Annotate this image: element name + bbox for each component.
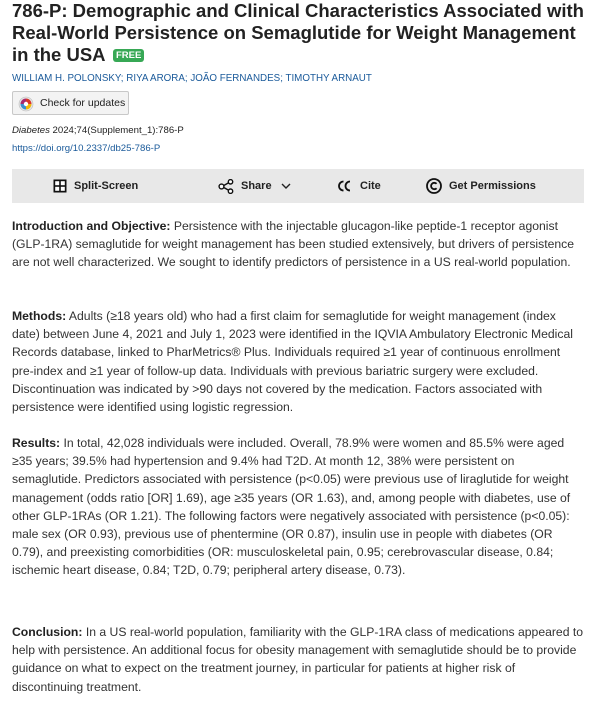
section-heading: Results: (12, 436, 61, 450)
author-separator: ; (184, 73, 188, 84)
author-separator: ; (120, 73, 124, 84)
section-body: In a US real-world population, familiarity with the GLP-1RA class of medications appeared to help with persistence. An additional focus for obesity management with semaglutide should be to provide guidance on what to expect on the treatment journey, in particular for patients at higher risk of discontinuing treatment. (12, 625, 584, 694)
chevron-down-icon (280, 181, 292, 191)
copyright-icon (426, 178, 442, 194)
author-link[interactable]: RIYA ARORA (126, 73, 185, 84)
citation-details: 2024;74(Supplement_1):786-P (52, 125, 184, 136)
section-heading: Conclusion: (12, 625, 83, 639)
section-body: Persistence with the injectable glucagon-like peptide-1 receptor agonist (GLP-1RA) semaglutide for weight management has been studied extensively, but drivers of persistence are not well characterized. We sought to identify predictors of persistence in a US real-world population. (12, 219, 575, 270)
doi-link[interactable]: https://doi.org/10.2337/db25-786-P (12, 143, 161, 154)
title-text: 786-P: Demographic and Clinical Characteristics Associated with Real-World Persistence on Semaglutide for Weight Management in the USA (12, 0, 584, 65)
split-screen-button[interactable] (53, 169, 138, 203)
free-badge: FREE (113, 49, 144, 62)
section-heading: Methods: (12, 309, 67, 323)
cite-button[interactable] (337, 169, 381, 203)
crossmark-icon (18, 96, 34, 115)
author-link[interactable]: WILLIAM H. POLONSKY (12, 73, 121, 84)
split-screen-label: Split-Screen (74, 180, 139, 192)
get-permissions-label: Get Permissions (449, 180, 536, 192)
check-for-updates-button[interactable] (12, 91, 129, 115)
author-link[interactable]: TIMOTHY ARNAUT (285, 73, 372, 84)
article-title (12, 0, 586, 66)
share-label: Share (241, 180, 272, 192)
abstract-section-results (12, 434, 585, 580)
journal-name: Diabetes (12, 125, 50, 136)
get-permissions-button[interactable] (426, 169, 536, 203)
split-screen-icon (53, 179, 67, 193)
citation-line (12, 125, 184, 136)
abstract-section-methods (12, 307, 585, 416)
author-list (12, 73, 372, 84)
abstract-section-conclusion (12, 623, 585, 696)
author-link[interactable]: JOÃO FERNANDES (190, 73, 281, 84)
cite-label: Cite (360, 180, 381, 192)
section-body: Adults (≥18 years old) who had a first claim for semaglutide for weight management (index date) between June 4, 2021 and July 1, 2023 were identified in the IQVIA Ambulatory Electronic Medical Records database, linked to PharMetrics® Plus. Individuals required ≥1 year of continuous enrollment pre-index and ≥1 year of follow-up data. Individuals with previous bariatric surgery were excluded. Discontinuation was indicated by >90 days not covered by the medication. Factors associated with persistence were identified using logistic regression. (12, 309, 573, 415)
abstract-section-introduction (12, 217, 585, 272)
article-toolbar (12, 169, 584, 203)
share-icon (218, 179, 234, 194)
check-for-updates-label: Check for updates (40, 97, 126, 109)
share-button[interactable] (218, 169, 292, 203)
quote-icon (337, 179, 353, 193)
author-separator: ; (280, 73, 283, 84)
section-heading: Introduction and Objective: (12, 219, 171, 233)
section-body: In total, 42,028 individuals were included. Overall, 78.9% were women and 85.5% were aged ≥35 years; 39.5% had hypertension and 9.4% had T2D. At month 12, 38% were persistent on semaglutide. Predictors associated with persistence (p<0.05) were previous use of liraglutide for weight management (odds ratio [OR] 1.69), age ≥35 years (OR 1.63), and, among people with diabetes, use of other GLP-1RAs (OR 1.21). The following factors were negatively associated with persistence (p<0.05): male sex (OR 0.93), previous use of phentermine (OR 0.87), insulin use in people with diabetes (OR 0.79), and preexisting comorbidities (OR: musculoskeletal pain, 0.95; cerebrovascular disease, 0.84; ischemic heart disease, 0.84; T2D, 0.79; peripheral artery disease, 0.73). (12, 436, 571, 578)
